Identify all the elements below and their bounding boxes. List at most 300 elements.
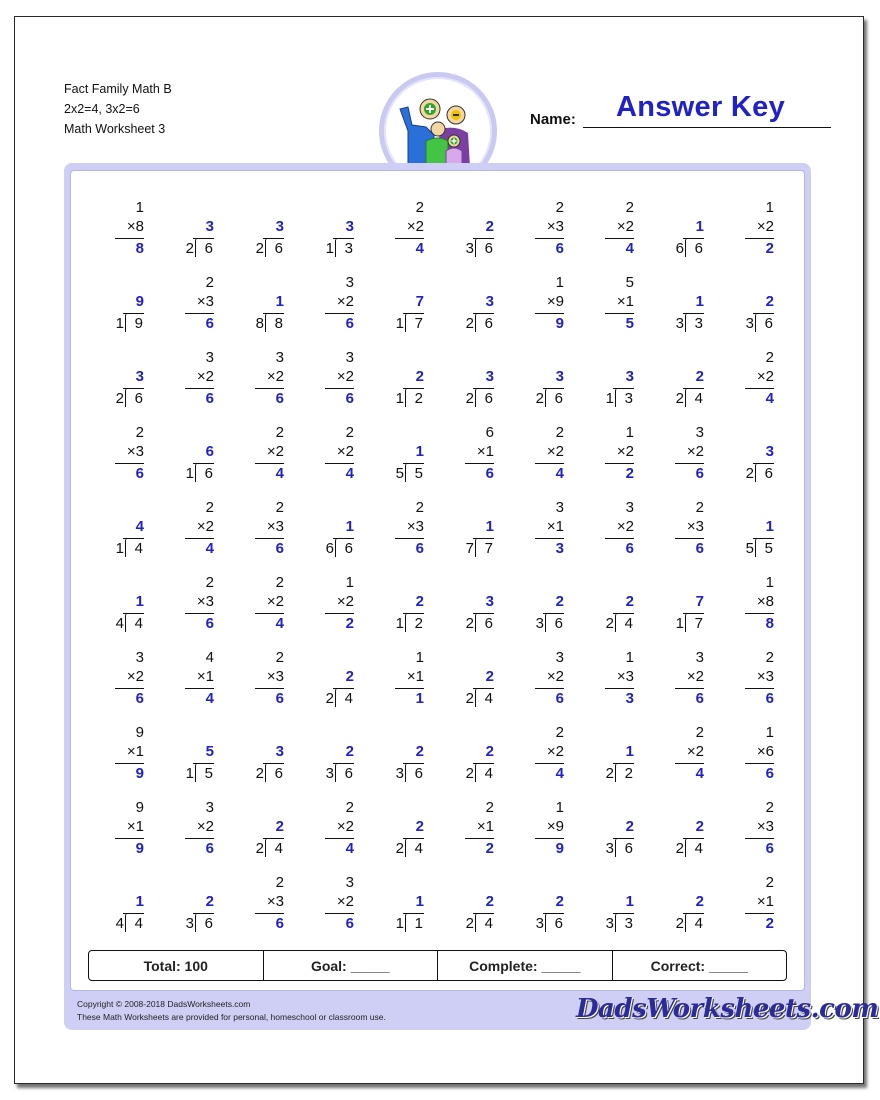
quotient-answer: 1 — [415, 443, 424, 460]
quotient-answer: 1 — [695, 293, 704, 310]
dividend: 6 — [764, 465, 773, 482]
division-bracket — [545, 913, 549, 932]
division-problem — [307, 724, 367, 792]
division-bracket — [615, 838, 619, 857]
quotient-answer: 2 — [695, 368, 704, 385]
answer-line — [395, 688, 424, 689]
multiplication-problem — [307, 424, 367, 492]
division-problem — [727, 424, 787, 492]
divisor: 1 — [185, 765, 194, 782]
product-answer: 6 — [765, 765, 774, 782]
division-problem — [587, 799, 647, 867]
quotient-answer: 2 — [415, 368, 424, 385]
division-bracket — [195, 238, 199, 257]
multiplication-problem — [97, 724, 157, 792]
product-answer: 4 — [765, 390, 774, 407]
answer-line — [605, 538, 634, 539]
dividend: 6 — [414, 765, 423, 782]
factor-bottom: ×1 — [756, 893, 774, 910]
product-answer: 6 — [205, 840, 214, 857]
dividend: 6 — [484, 615, 493, 632]
division-bracket — [685, 838, 689, 857]
dividend: 6 — [554, 615, 563, 632]
divisor: 1 — [395, 615, 404, 632]
quotient-answer: 3 — [275, 743, 284, 760]
division-bracket — [405, 463, 409, 482]
division-bracket — [405, 313, 409, 332]
product-answer: 6 — [695, 465, 704, 482]
division-bracket — [475, 538, 479, 557]
divisor: 3 — [535, 615, 544, 632]
answer-line — [605, 463, 634, 464]
factor-top: 3 — [555, 649, 564, 666]
factor-top: 2 — [765, 649, 774, 666]
division-problem — [447, 274, 507, 342]
answer-line — [745, 613, 774, 614]
dividend: 6 — [204, 915, 213, 932]
division-bracket — [195, 763, 199, 782]
answer-line — [185, 388, 214, 389]
product-answer: 9 — [555, 840, 564, 857]
divisor: 3 — [675, 315, 684, 332]
divisor: 2 — [675, 915, 684, 932]
quotient-answer: 1 — [485, 518, 494, 535]
quotient-answer: 3 — [555, 368, 564, 385]
multiplication-problem — [167, 799, 227, 867]
factor-top: 3 — [695, 649, 704, 666]
answer-line — [115, 463, 144, 464]
answer-line — [115, 838, 144, 839]
dividend: 3 — [624, 915, 633, 932]
dividend: 6 — [484, 390, 493, 407]
quotient-answer: 1 — [135, 593, 144, 610]
dividend: 5 — [414, 465, 423, 482]
answer-line — [255, 613, 284, 614]
multiplication-problem — [727, 874, 787, 942]
divisor: 7 — [465, 540, 474, 557]
quotient-answer: 2 — [415, 743, 424, 760]
division-bracket — [335, 688, 339, 707]
division-bracket — [755, 463, 759, 482]
product-answer: 4 — [345, 465, 354, 482]
worksheet-title: Fact Family Math B — [64, 82, 172, 96]
division-bracket — [265, 238, 269, 257]
divisor: 2 — [675, 840, 684, 857]
quotient-answer: 2 — [345, 668, 354, 685]
division-bracket — [335, 538, 339, 557]
product-answer: 4 — [695, 765, 704, 782]
factor-bottom: ×2 — [546, 743, 564, 760]
product-answer: 6 — [135, 690, 144, 707]
factor-bottom: ×2 — [336, 293, 354, 310]
factor-top: 3 — [345, 874, 354, 891]
division-bracket — [405, 913, 409, 932]
correct-cell[interactable]: Correct: _____ — [650, 957, 748, 974]
factor-top: 1 — [555, 799, 564, 816]
divisor: 1 — [605, 390, 614, 407]
product-answer: 4 — [205, 690, 214, 707]
product-answer: 6 — [345, 315, 354, 332]
division-problem — [517, 874, 577, 942]
dividend: 4 — [134, 915, 143, 932]
product-answer: 4 — [275, 465, 284, 482]
factor-bottom: ×2 — [266, 593, 284, 610]
dividend: 8 — [274, 315, 283, 332]
factor-top: 4 — [205, 649, 214, 666]
quotient-answer: 1 — [765, 518, 774, 535]
divisor: 2 — [255, 840, 264, 857]
problem-frame — [64, 163, 811, 1030]
answer-line — [115, 763, 144, 764]
factor-bottom: ×1 — [616, 293, 634, 310]
answer-line — [535, 238, 564, 239]
product-answer: 6 — [345, 390, 354, 407]
product-answer: 1 — [415, 690, 424, 707]
quotient-answer: 3 — [485, 593, 494, 610]
factor-bottom: ×2 — [196, 818, 214, 835]
factor-bottom: ×3 — [616, 668, 634, 685]
quotient-answer: 9 — [135, 293, 144, 310]
quotient-answer: 2 — [485, 668, 494, 685]
factor-bottom: ×2 — [336, 593, 354, 610]
division-problem — [587, 874, 647, 942]
division-problem — [377, 274, 437, 342]
divisor: 2 — [255, 240, 264, 257]
factor-top: 9 — [135, 799, 144, 816]
name-label: Name: — [530, 111, 576, 128]
factor-top: 3 — [135, 649, 144, 666]
division-problem — [167, 199, 227, 267]
division-problem — [447, 649, 507, 717]
answer-line — [255, 688, 284, 689]
division-problem — [517, 349, 577, 417]
dividend: 4 — [694, 915, 703, 932]
dividend: 2 — [624, 765, 633, 782]
factor-bottom: ×2 — [616, 443, 634, 460]
factor-top: 2 — [205, 574, 214, 591]
name-field[interactable] — [583, 127, 831, 128]
factor-top: 9 — [135, 724, 144, 741]
multiplication-problem — [517, 499, 577, 567]
factor-bottom: ×8 — [126, 218, 144, 235]
division-problem — [377, 724, 437, 792]
division-problem — [307, 649, 367, 717]
dividend: 6 — [484, 240, 493, 257]
division-problem — [657, 874, 717, 942]
divisor: 1 — [395, 915, 404, 932]
multiplication-problem — [587, 199, 647, 267]
factor-top: 3 — [205, 799, 214, 816]
factor-bottom: ×2 — [756, 368, 774, 385]
dividend: 6 — [344, 540, 353, 557]
division-problem — [657, 349, 717, 417]
divisor: 2 — [535, 390, 544, 407]
divisor: 2 — [185, 240, 194, 257]
multiplication-problem — [517, 724, 577, 792]
quotient-answer: 3 — [485, 368, 494, 385]
brand-logo[interactable]: DadsWorksheets.com — [576, 994, 879, 1024]
division-bracket — [685, 238, 689, 257]
product-answer: 6 — [345, 915, 354, 932]
multiplication-problem — [727, 724, 787, 792]
multiplication-problem — [447, 799, 507, 867]
factor-top: 2 — [485, 799, 494, 816]
division-problem — [237, 274, 297, 342]
product-answer: 9 — [555, 315, 564, 332]
factor-bottom: ×1 — [126, 743, 144, 760]
factor-top: 1 — [345, 574, 354, 591]
dividend: 6 — [204, 465, 213, 482]
dividend: 6 — [554, 390, 563, 407]
dividend: 4 — [134, 615, 143, 632]
factor-top: 2 — [345, 799, 354, 816]
divisor: 2 — [745, 465, 754, 482]
divisor: 2 — [465, 615, 474, 632]
quotient-answer: 1 — [135, 893, 144, 910]
division-bracket — [615, 388, 619, 407]
answer-line — [395, 538, 424, 539]
division-bracket — [125, 388, 129, 407]
worksheet-number: Math Worksheet 3 — [64, 122, 166, 136]
divisor: 3 — [605, 840, 614, 857]
division-problem — [377, 574, 437, 642]
dividend: 4 — [694, 390, 703, 407]
division-bracket — [125, 613, 129, 632]
goal-cell[interactable]: Goal: _____ — [264, 951, 439, 980]
quotient-answer: 2 — [275, 818, 284, 835]
multiplication-problem — [517, 274, 577, 342]
multiplication-problem — [377, 499, 437, 567]
answer-line — [115, 238, 144, 239]
division-problem — [97, 499, 157, 567]
quotient-answer: 7 — [415, 293, 424, 310]
factor-top: 2 — [555, 724, 564, 741]
division-bracket — [755, 313, 759, 332]
factor-bottom: ×2 — [266, 443, 284, 460]
divisor: 1 — [395, 315, 404, 332]
multiplication-problem — [97, 424, 157, 492]
answer-line — [745, 838, 774, 839]
division-problem — [97, 349, 157, 417]
divisor: 2 — [115, 390, 124, 407]
divisor: 2 — [605, 615, 614, 632]
factor-bottom: ×3 — [266, 668, 284, 685]
quotient-answer: 3 — [345, 218, 354, 235]
product-answer: 6 — [415, 540, 424, 557]
division-problem — [237, 799, 297, 867]
answer-line — [675, 538, 704, 539]
product-answer: 6 — [695, 540, 704, 557]
division-bracket — [335, 763, 339, 782]
divisor: 2 — [395, 840, 404, 857]
divisor: 2 — [465, 765, 474, 782]
product-answer: 6 — [135, 465, 144, 482]
quotient-answer: 3 — [485, 293, 494, 310]
factor-top: 3 — [695, 424, 704, 441]
divisor: 6 — [675, 240, 684, 257]
quotient-answer: 2 — [485, 743, 494, 760]
problem-area — [70, 170, 805, 991]
answer-line — [675, 688, 704, 689]
multiplication-problem — [377, 649, 437, 717]
answer-line — [185, 838, 214, 839]
product-answer: 3 — [555, 540, 564, 557]
factor-bottom: ×2 — [196, 518, 214, 535]
factor-bottom: ×1 — [126, 818, 144, 835]
answer-line — [535, 313, 564, 314]
quotient-answer: 1 — [415, 893, 424, 910]
quotient-answer: 2 — [205, 893, 214, 910]
divisor: 2 — [675, 390, 684, 407]
product-answer: 6 — [625, 540, 634, 557]
divisor: 1 — [675, 615, 684, 632]
divisor: 3 — [465, 240, 474, 257]
answer-line — [325, 913, 354, 914]
product-answer: 6 — [275, 540, 284, 557]
factor-top: 1 — [555, 274, 564, 291]
division-problem — [447, 499, 507, 567]
answer-line — [535, 463, 564, 464]
division-problem — [237, 199, 297, 267]
dividend: 6 — [624, 840, 633, 857]
division-problem — [377, 424, 437, 492]
answer-line — [605, 238, 634, 239]
multiplication-problem — [97, 199, 157, 267]
division-problem — [727, 499, 787, 567]
division-bracket — [125, 913, 129, 932]
factor-top: 3 — [345, 349, 354, 366]
quotient-answer: 2 — [485, 218, 494, 235]
quotient-answer: 5 — [205, 743, 214, 760]
factor-top: 1 — [765, 724, 774, 741]
product-answer: 6 — [765, 690, 774, 707]
division-problem — [447, 349, 507, 417]
factor-bottom: ×2 — [616, 218, 634, 235]
division-bracket — [475, 613, 479, 632]
divisor: 5 — [395, 465, 404, 482]
divisor: 1 — [325, 240, 334, 257]
division-bracket — [195, 913, 199, 932]
factor-top: 2 — [205, 499, 214, 516]
division-problem — [657, 274, 717, 342]
answer-line — [185, 688, 214, 689]
answer-line — [745, 763, 774, 764]
multiplication-problem — [237, 574, 297, 642]
factor-top: 6 — [485, 424, 494, 441]
product-answer: 6 — [765, 840, 774, 857]
factor-top: 5 — [625, 274, 634, 291]
division-bracket — [545, 613, 549, 632]
factor-top: 3 — [205, 349, 214, 366]
division-problem — [657, 799, 717, 867]
dividend: 4 — [484, 915, 493, 932]
factor-top: 2 — [415, 499, 424, 516]
product-answer: 4 — [275, 615, 284, 632]
divisor: 1 — [115, 540, 124, 557]
product-answer: 6 — [275, 390, 284, 407]
multiplication-problem — [447, 424, 507, 492]
dividend: 5 — [204, 765, 213, 782]
division-problem — [97, 574, 157, 642]
worksheet-info — [64, 79, 172, 139]
dividend: 2 — [414, 615, 423, 632]
multiplication-problem — [727, 349, 787, 417]
dividend: 7 — [414, 315, 423, 332]
division-problem — [657, 574, 717, 642]
product-answer: 6 — [555, 240, 564, 257]
answer-line — [675, 763, 704, 764]
quotient-answer: 2 — [555, 593, 564, 610]
division-problem — [167, 724, 227, 792]
quotient-answer: 2 — [345, 743, 354, 760]
multiplication-problem — [587, 424, 647, 492]
total-cell: Total: 100 — [89, 951, 264, 980]
answer-line — [185, 613, 214, 614]
answer-line — [325, 838, 354, 839]
multiplication-problem — [307, 274, 367, 342]
dividend: 6 — [764, 315, 773, 332]
quotient-answer: 3 — [625, 368, 634, 385]
factor-top: 2 — [275, 649, 284, 666]
factor-top: 2 — [205, 274, 214, 291]
division-problem — [587, 574, 647, 642]
quotient-answer: 1 — [695, 218, 704, 235]
factor-bottom: ×9 — [546, 818, 564, 835]
factor-top: 2 — [345, 424, 354, 441]
multiplication-problem — [377, 199, 437, 267]
division-bracket — [335, 238, 339, 257]
quotient-answer: 2 — [625, 818, 634, 835]
quotient-answer: 2 — [765, 293, 774, 310]
product-answer: 4 — [555, 765, 564, 782]
product-answer: 6 — [555, 690, 564, 707]
product-answer: 2 — [765, 915, 774, 932]
factor-bottom: ×3 — [196, 293, 214, 310]
division-problem — [587, 349, 647, 417]
multiplication-problem — [97, 799, 157, 867]
multiplication-problem — [517, 424, 577, 492]
complete-cell[interactable]: Complete: _____ — [438, 951, 613, 980]
product-answer: 3 — [625, 690, 634, 707]
division-bracket — [615, 763, 619, 782]
divisor: 3 — [185, 915, 194, 932]
factor-bottom: ×1 — [406, 668, 424, 685]
factor-bottom: ×2 — [406, 218, 424, 235]
quotient-answer: 2 — [485, 893, 494, 910]
division-problem — [587, 724, 647, 792]
division-bracket — [195, 463, 199, 482]
product-answer: 6 — [205, 615, 214, 632]
division-problem — [237, 724, 297, 792]
multiplication-problem — [167, 499, 227, 567]
quotient-answer: 1 — [345, 518, 354, 535]
product-answer: 2 — [765, 240, 774, 257]
divisor: 2 — [465, 690, 474, 707]
divisor: 3 — [325, 765, 334, 782]
multiplication-problem — [167, 649, 227, 717]
division-bracket — [265, 763, 269, 782]
division-problem — [377, 799, 437, 867]
dividend: 6 — [204, 240, 213, 257]
dividend: 1 — [414, 915, 423, 932]
divisor: 5 — [745, 540, 754, 557]
dividend: 4 — [624, 615, 633, 632]
division-bracket — [405, 613, 409, 632]
factor-top: 2 — [275, 424, 284, 441]
answer-line — [675, 463, 704, 464]
multiplication-problem — [587, 649, 647, 717]
dividend: 6 — [554, 915, 563, 932]
